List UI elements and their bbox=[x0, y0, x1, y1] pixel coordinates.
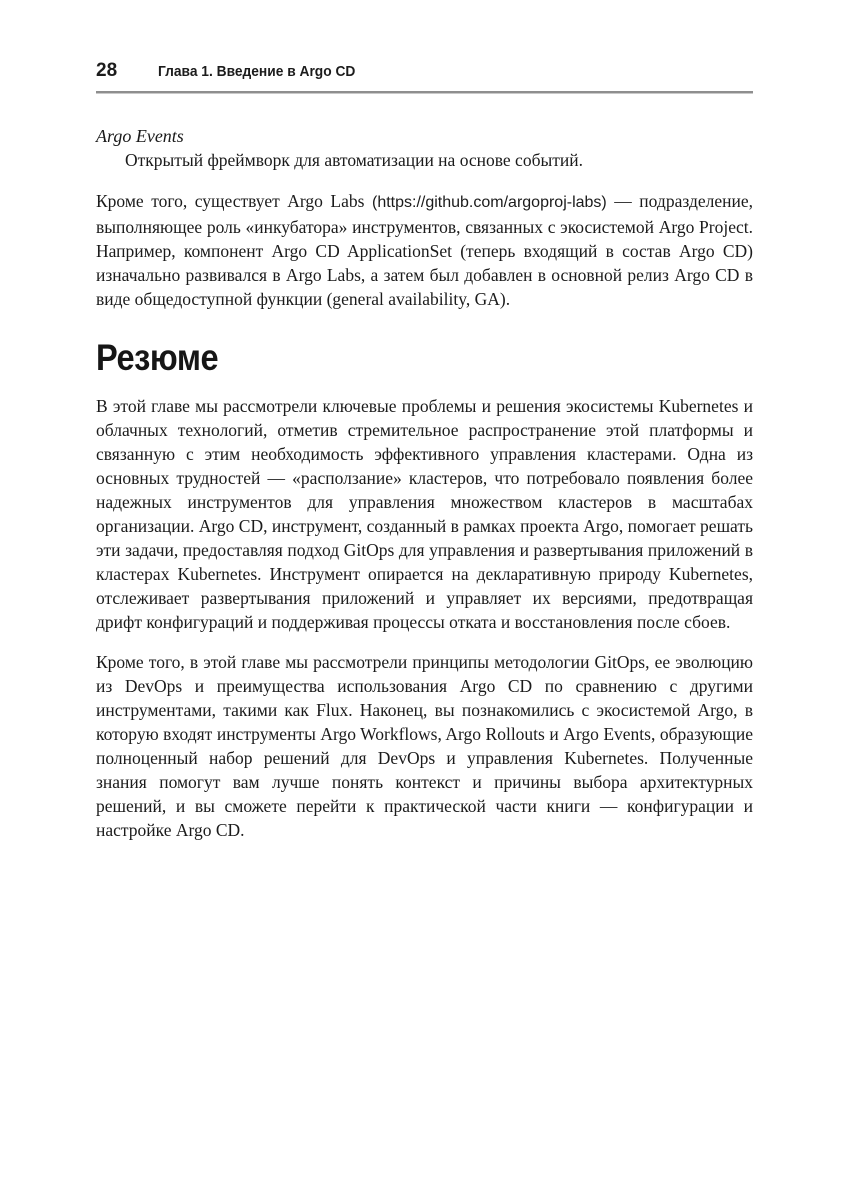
summary-paragraph-1: В этой главе мы рассмотрели ключевые проблемы и решения экосистемы Kubernetes и облачных технологий, отметив стремительное распространение этой платформы и связанную с этим необходимость эффективного управления кластерами. Одна из основных трудностей — «расползание» кластеров, что потребовало появления более надежных инструментов для управления множеством кластеров в масштабах организации. Argo CD, инструмент, созданный в рамках проекта Argo, помогает решать эти задачи, предоставляя подход GitOps для управления и развертывания приложений в кластерах Kubernetes. Инструмент опирается на декларативную природу Kubernetes, отслеживает развертывания приложений и управляет их версиями, предотвращая дрифт конфигураций и поддерживая процессы отката и восстановления после сбоев. bbox=[96, 396, 753, 632]
summary-paragraph-2: Кроме того, в этой главе мы рассмотрели принципы методологии GitOps, ее эволюцию из DevOps и преимущества использования Argo CD по сравнению с другими инструментами, такими как Flux. Наконец, вы познакомились с экосистемой Argo, в которую входят инструменты Argo Workflows, Argo Rollouts и Argo Events, образующие полноценный набор решений для DevOps и управления Kubernetes. Полученные знания помогут вам лучше понять контекст и причины выбора архитектурных решений, и вы сможете перейти к практической части книги — конфигурации и настройке Argo CD. bbox=[96, 652, 753, 840]
section-heading-summary bbox=[96, 338, 753, 378]
page-header bbox=[96, 0, 753, 91]
url-text: (https://github.com/argoproj-labs) bbox=[371, 194, 607, 211]
header-divider bbox=[96, 91, 753, 94]
definition-description: Открытый фреймворк для автоматизации на основе событий. bbox=[125, 150, 583, 170]
running-head-label: Глава 1. Введение в Argo CD bbox=[158, 64, 356, 80]
page-content bbox=[96, 0, 753, 855]
paragraph-argo-labs bbox=[96, 189, 753, 311]
page-number: 28 bbox=[96, 60, 118, 81]
running-head bbox=[158, 61, 366, 83]
section-heading-label: Резюме bbox=[96, 337, 219, 378]
paragraph-text-after-url: — подразделение, выполняющее роль «инкубатора» инструментов, связанных с экосистемой Argo Project. Например, компонент Argo CD ApplicationSet (теперь входящий в состав Argo CD) изначально развивался в Argo Labs, а затем был добавлен в основной релиз Argo CD в виде общедоступной функции (general availability, GA). bbox=[96, 191, 753, 309]
definition-entry bbox=[96, 125, 753, 173]
definition-term: Argo Events bbox=[96, 126, 184, 146]
paragraph-text-before-url: Кроме того, существует Argo Labs bbox=[96, 191, 372, 211]
